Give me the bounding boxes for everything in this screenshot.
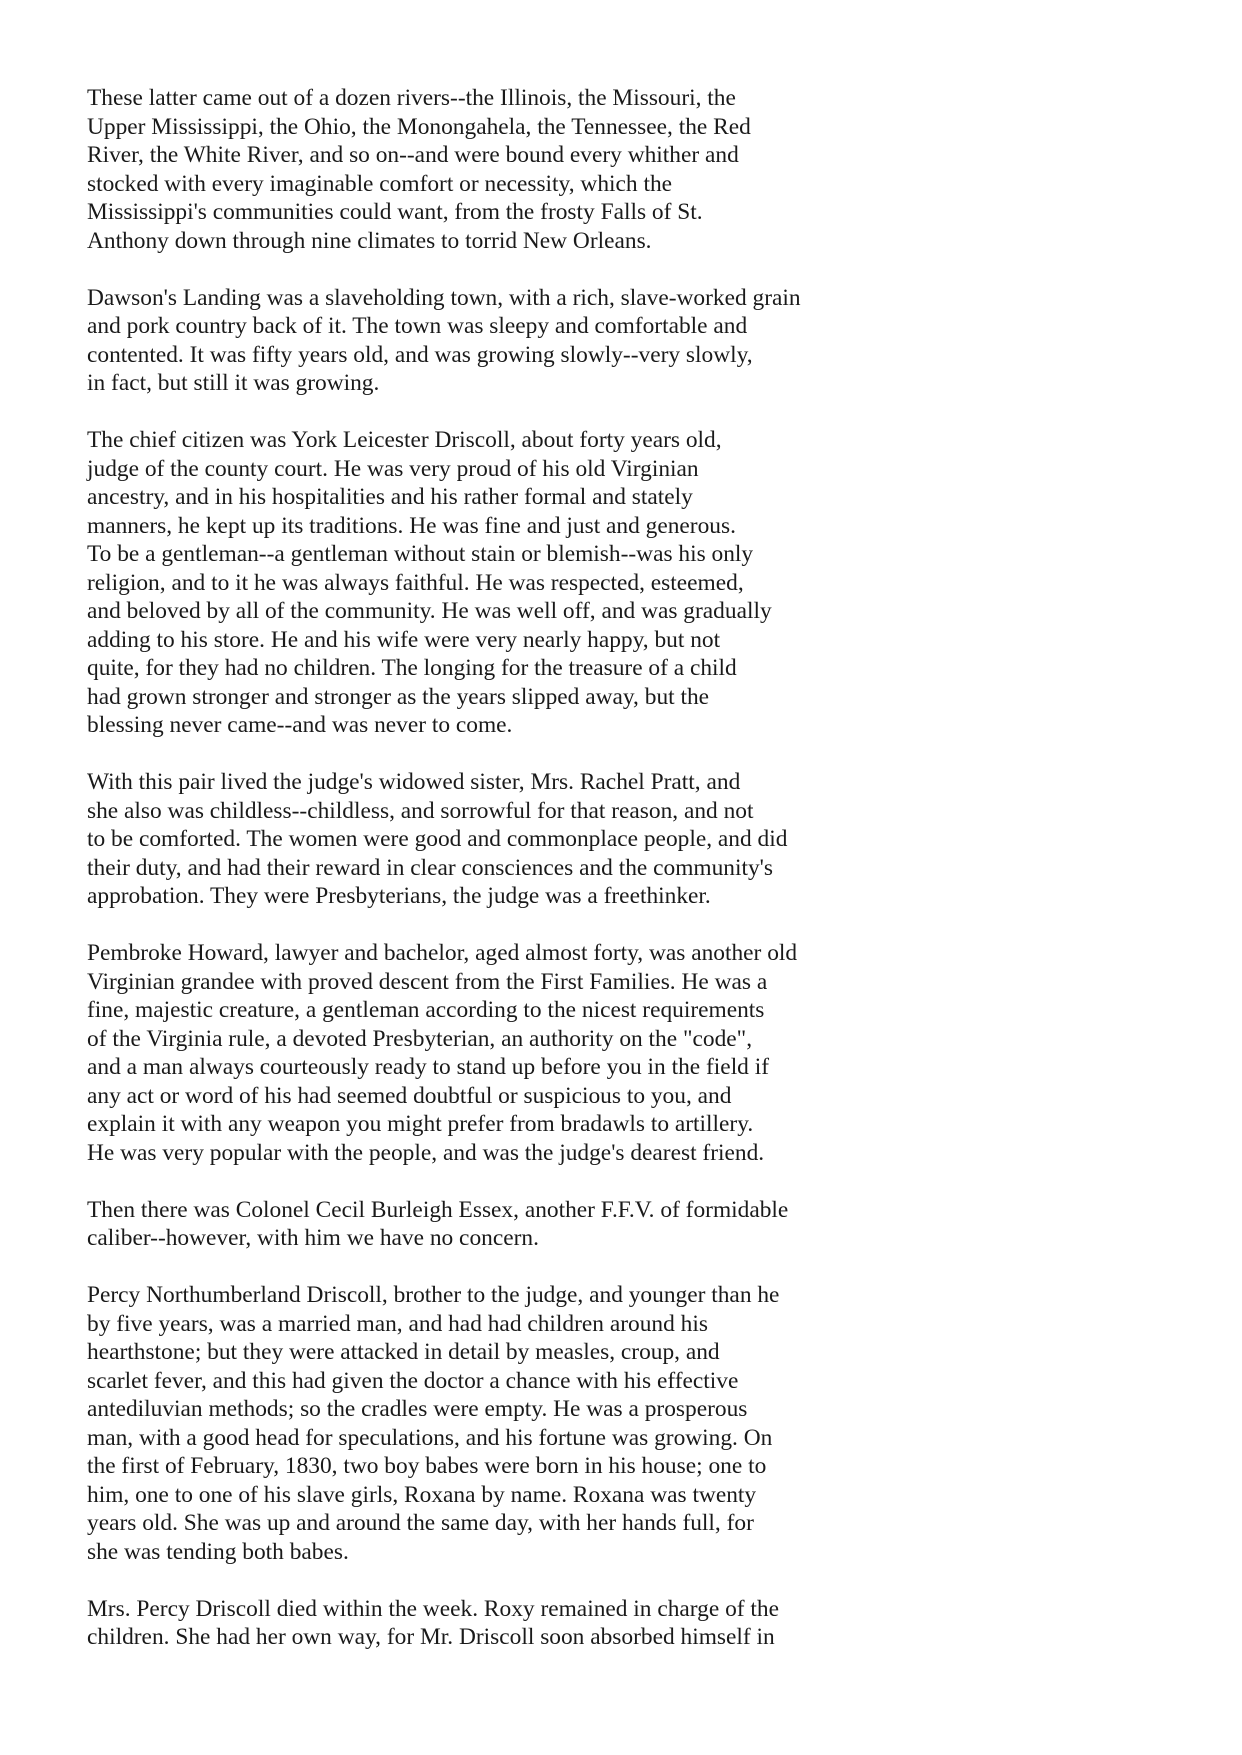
paragraph-chief-citizen — [87, 426, 1087, 740]
text-line: judge of the county court. He was very proud of his old Virginian — [87, 455, 699, 482]
text-line: fine, majestic creature, a gentleman according to the nicest requirements — [87, 997, 765, 1023]
text-line: of the Virginia rule, a devoted Presbyterian, an authority on the "code", — [87, 1025, 753, 1052]
text-line: contented. It was fifty years old, and was growing slowly--very slowly, — [87, 341, 753, 368]
text-line: antediluvian methods; so the cradles were empty. He was a prosperous — [87, 1396, 748, 1422]
text-line: Mrs. Percy Driscoll died within the week. Roxy remained in charge of the — [87, 1595, 780, 1622]
paragraph-pembroke-howard — [87, 939, 1087, 1167]
text-line: years old. She was up and around the same day, with her hands full, for — [87, 1510, 754, 1536]
paragraph-colonel-essex — [87, 1196, 1087, 1253]
text-line: by five years, was a married man, and had had children around his — [87, 1310, 708, 1337]
text-line: blessing never came--and was never to come. — [87, 712, 513, 738]
text-line: had grown stronger and stronger as the years slipped away, but the — [87, 683, 710, 710]
text-line: man, with a good head for speculations, and his fortune was growing. On — [87, 1424, 773, 1451]
text-line: she was tending both babes. — [87, 1538, 349, 1565]
text-line: River, the White River, and so on--and were bound every whither and — [87, 142, 739, 168]
text-line: to be comforted. The women were good and commonplace people, and did — [87, 826, 788, 852]
text-line: caliber--however, with him we have no concern. — [87, 1225, 539, 1251]
text-line: stocked with every imaginable comfort or necessity, which the — [87, 170, 673, 197]
text-line: Anthony down through nine climates to torrid New Orleans. — [87, 227, 652, 254]
text-line: These latter came out of a dozen rivers--the Illinois, the Missouri, the — [87, 85, 736, 111]
text-line: The chief citizen was York Leicester Driscoll, about forty years old, — [87, 427, 722, 453]
paragraph-mrs-percy-driscoll — [87, 1595, 1087, 1652]
text-line: any act or word of his had seemed doubtful or suspicious to you, and — [87, 1082, 732, 1109]
text-line: Then there was Colonel Cecil Burleigh Essex, another F.F.V. of formidable — [87, 1196, 789, 1223]
text-line: adding to his store. He and his wife were very nearly happy, but not — [87, 626, 721, 653]
text-line: the first of February, 1830, two boy babes were born in his house; one to — [87, 1453, 767, 1479]
text-line: and a man always courteously ready to stand up before you in the field if — [87, 1054, 770, 1080]
text-line: children. She had her own way, for Mr. Driscoll soon absorbed himself in — [87, 1624, 775, 1650]
text-line: Upper Mississippi, the Ohio, the Monongahela, the Tennessee, the Red — [87, 113, 751, 140]
text-line: Virginian grandee with proved descent from the First Families. He was a — [87, 968, 768, 995]
text-line: religion, and to it he was always faithful. He was respected, esteemed, — [87, 569, 744, 596]
text-line: him, one to one of his slave girls, Roxana by name. Roxana was twenty — [87, 1481, 757, 1508]
text-line: approbation. They were Presbyterians, the judge was a freethinker. — [87, 883, 711, 909]
text-line: To be a gentleman--a gentleman without stain or blemish--was his only — [87, 541, 754, 567]
document-page — [87, 84, 1087, 1680]
paragraph-dawsons-landing — [87, 284, 1087, 398]
text-line: and beloved by all of the community. He was well off, and was gradually — [87, 598, 772, 624]
paragraph-widowed-sister — [87, 768, 1087, 911]
paragraph-rivers — [87, 84, 1087, 255]
text-line: quite, for they had no children. The longing for the treasure of a child — [87, 655, 737, 681]
text-line: Percy Northumberland Driscoll, brother to the judge, and younger than he — [87, 1282, 780, 1308]
text-line: scarlet fever, and this had given the doctor a chance with his effective — [87, 1367, 739, 1394]
text-line: Pembroke Howard, lawyer and bachelor, aged almost forty, was another old — [87, 940, 798, 966]
text-line: in fact, but still it was growing. — [87, 370, 380, 396]
text-line: explain it with any weapon you might prefer from bradawls to artillery. — [87, 1111, 754, 1137]
text-line: With this pair lived the judge's widowed sister, Mrs. Rachel Pratt, and — [87, 769, 741, 795]
text-line: their duty, and had their reward in clear consciences and the community's — [87, 854, 773, 881]
text-line: He was very popular with the people, and was the judge's dearest friend. — [87, 1139, 765, 1166]
text-line: she also was childless--childless, and sorrowful for that reason, and not — [87, 797, 754, 824]
text-line: Dawson's Landing was a slaveholding town, with a rich, slave-worked grain — [87, 284, 801, 311]
text-line: hearthstone; but they were attacked in detail by measles, croup, and — [87, 1339, 720, 1365]
text-line: and pork country back of it. The town was sleepy and comfortable and — [87, 313, 748, 339]
paragraph-percy-driscoll — [87, 1281, 1087, 1566]
text-line: manners, he kept up its traditions. He was fine and just and generous. — [87, 512, 736, 539]
text-line: ancestry, and in his hospitalities and his rather formal and stately — [87, 484, 693, 510]
text-line: Mississippi's communities could want, from the frosty Falls of St. — [87, 199, 703, 225]
